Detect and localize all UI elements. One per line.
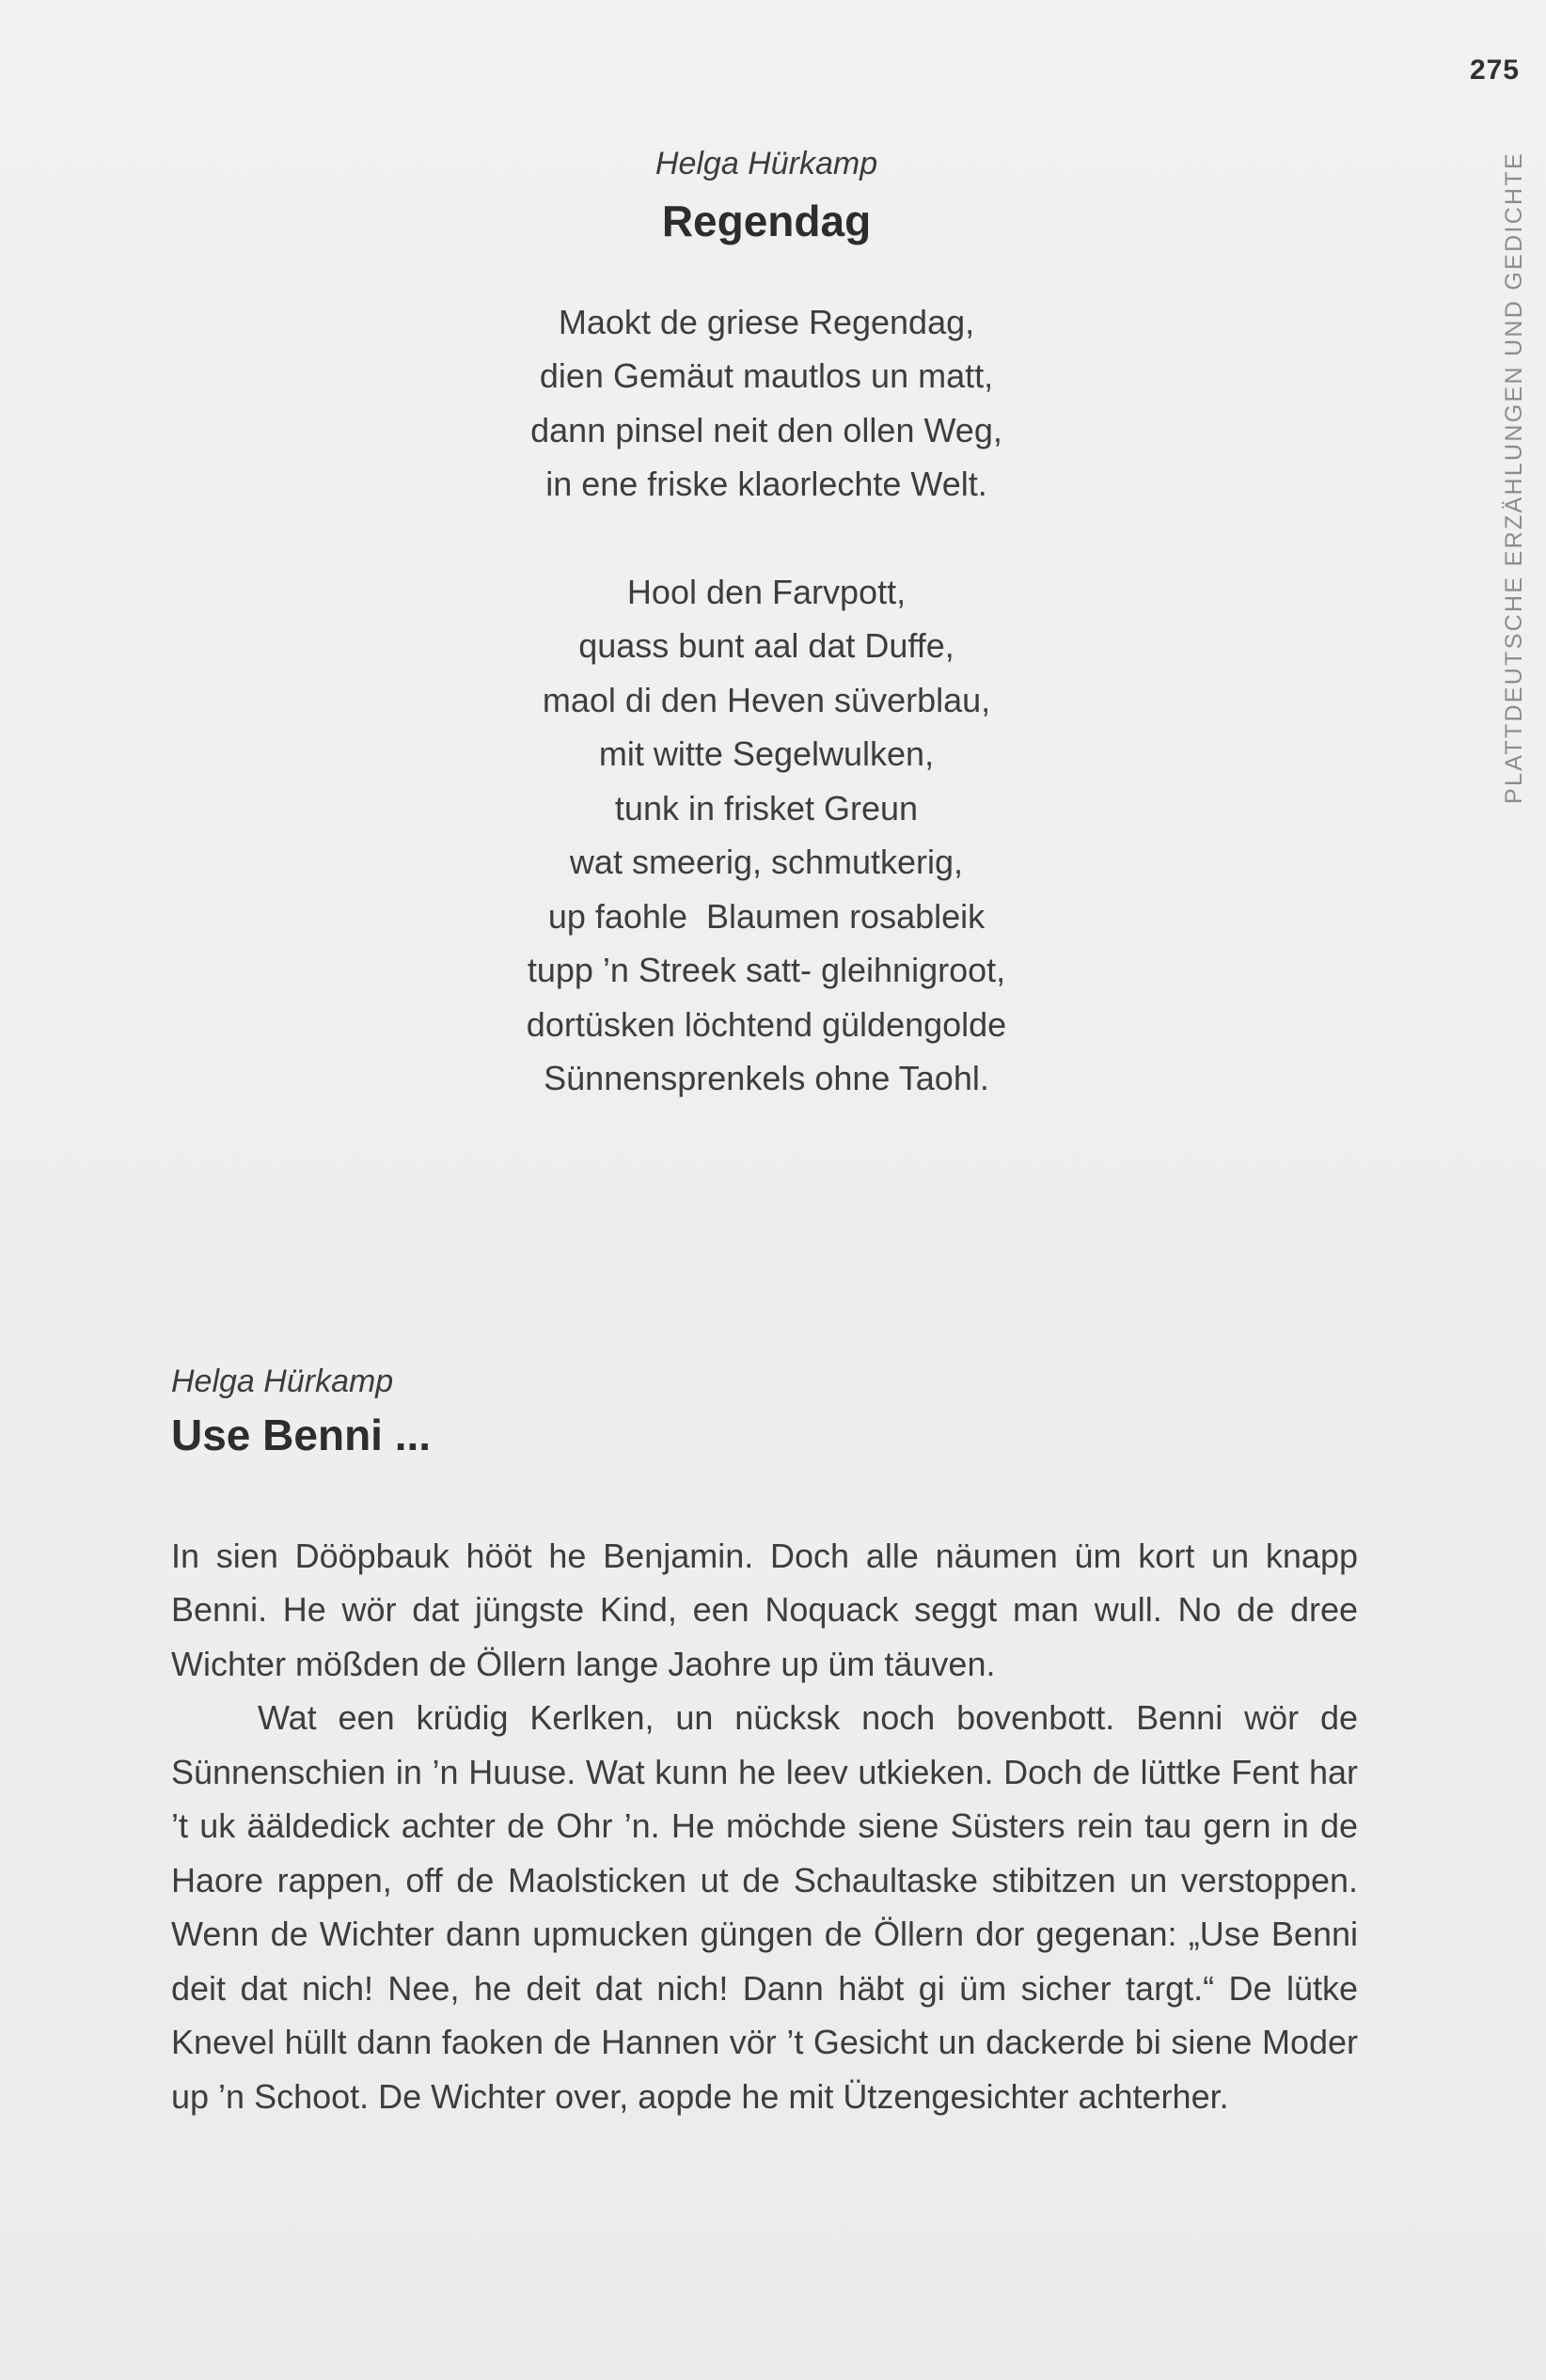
story-body [171,1529,1358,2124]
story-section [171,1363,1358,2123]
poem-stanza-1 [357,295,1175,512]
poem-line: Hool den Farvpott, [626,572,907,611]
running-head: PLATTDEUTSCHE ERZÄHLUNGEN UND GEDICHTE [1501,151,1527,804]
poem-line: tupp ’n Streek satt- gleihnigroot, [527,951,1006,990]
page-number: 275 [1469,55,1520,86]
poem-line: wat smeerig, schmutkerig, [569,843,964,882]
poem-line: up faohle Blaumen rosableik [547,896,986,936]
poem-line: tunk in frisket Greun [614,788,919,827]
story-paragraph: Wat een krüdig Kerlken, un nücksk noch bovenbott. Benni wör de Sünnenschien in ’n Huuse. Wat kunn he leev utkieken. Doch de lüttke Fent har ’t uk ääldedick achter de Ohr ’n. He möchde siene Süsters rein tau gern in de Haore rappen, off de Maolsticken ut de Schaultaske stibitzen un verstoppen. Wenn de Wichter dann upmucken güngen de Öllern dor gegenan: „Use Benni deit dat nich! Nee, he deit dat nich! Dann häbt gi üm sicher targt.“ De lütke Knevel hüllt dann faoken de Hannen vör ’t Gesicht un dackerde bi siene Moder up ’n Schoot. De Wichter over, aopde he mit Ützengesichter achterher. [171,1698,1358,2116]
poem-stanza-2 [357,565,1175,1106]
poem-title: Regendag [661,197,872,245]
poem-line: Sünnensprenkels ohne Taohl. [544,1059,989,1098]
story-paragraph: In sien Dööpbauk hööt he Benjamin. Doch alle näumen üm kort un knapp Benni. He wör dat jüngste Kind, een Noquack seggt man wull. No de dree Wichter mößden de Öllern lange Jaohre up üm täuven. [171,1536,1358,1683]
story-title: Use Benni ... [171,1411,432,1459]
poem-line: Maokt de griese Regendag, [558,302,975,341]
poem-author: Helga Hürkamp [655,146,878,181]
story-author: Helga Hürkamp [171,1363,394,1399]
poem-line: mit witte Segelwulken, [598,734,935,774]
poem-line: dann pinsel neit den ollen Weg, [530,410,1002,449]
poem-section [357,146,1175,1106]
poem-line: maol di den Heven süverblau, [542,680,991,719]
poem-line: dortüsken löchtend güldengolde [526,1004,1007,1044]
poem-line: quass bunt aal dat Duffe, [578,626,954,666]
poem-line: in ene friske klaorlechte Welt. [545,465,987,504]
poem-line: dien Gemäut mautlos un matt, [539,356,994,396]
